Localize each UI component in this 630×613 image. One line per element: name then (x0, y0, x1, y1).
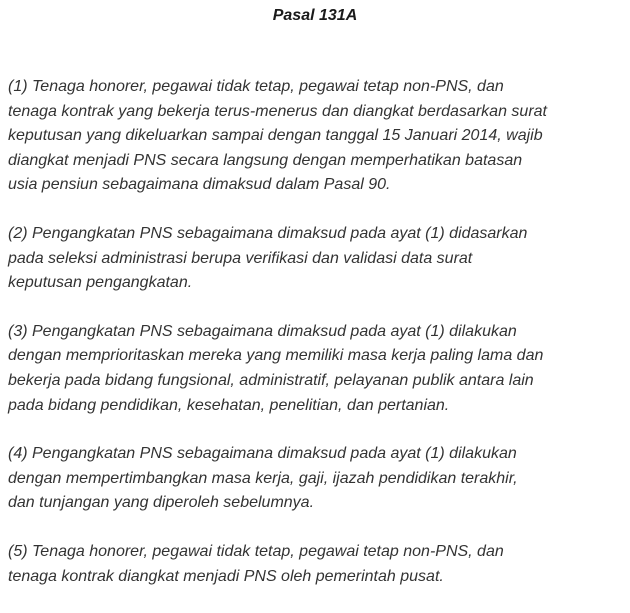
article-title: Pasal 131A (272, 7, 358, 24)
paragraph-3: (3) Pengangkatan PNS sebagaimana dimaksud pada ayat (1) dilakukan dengan memprioritaskan mereka yang memiliki masa kerja paling lama dan bekerja pada bidang fungsional, administratif, pelayanan publik antara lain pada bidang pendidikan, kesehatan, penelitian, dan pertanian. (8, 322, 544, 414)
paragraph-4: (4) Pengangkatan PNS sebagaimana dimaksud pada ayat (1) dilakukan dengan mempertimbangkan masa kerja, gaji, ijazah pendidikan terakhir, dan tunjangan yang diperoleh sebelumnya. (8, 445, 518, 512)
paragraph-5: (5) Tenaga honorer, pegawai tidak tetap, pegawai tetap non-PNS, dan tenaga kontrak diangkat menjadi PNS oleh pemerintah pusat. (8, 542, 504, 585)
paragraph-2: (2) Pengangkatan PNS sebagaimana dimaksud pada ayat (1) didasarkan pada seleksi administrasi berupa verifikasi dan validasi data surat keputusan pengangkatan. (8, 224, 528, 292)
paragraph-1: (1) Tenaga honorer, pegawai tidak tetap, pegawai tetap non-PNS, dan tenaga kontrak yang bekerja terus-menerus dan diangkat berdasarkan surat keputusan yang dikeluarkan sampai dengan tanggal 15 Januari 2014, wajib diangkat menjadi PNS secara langsung dengan memperhatikan batasan usia pensiun sebagaimana dimaksud dalam Pasal 90. (8, 78, 547, 194)
article-body (8, 75, 626, 613)
